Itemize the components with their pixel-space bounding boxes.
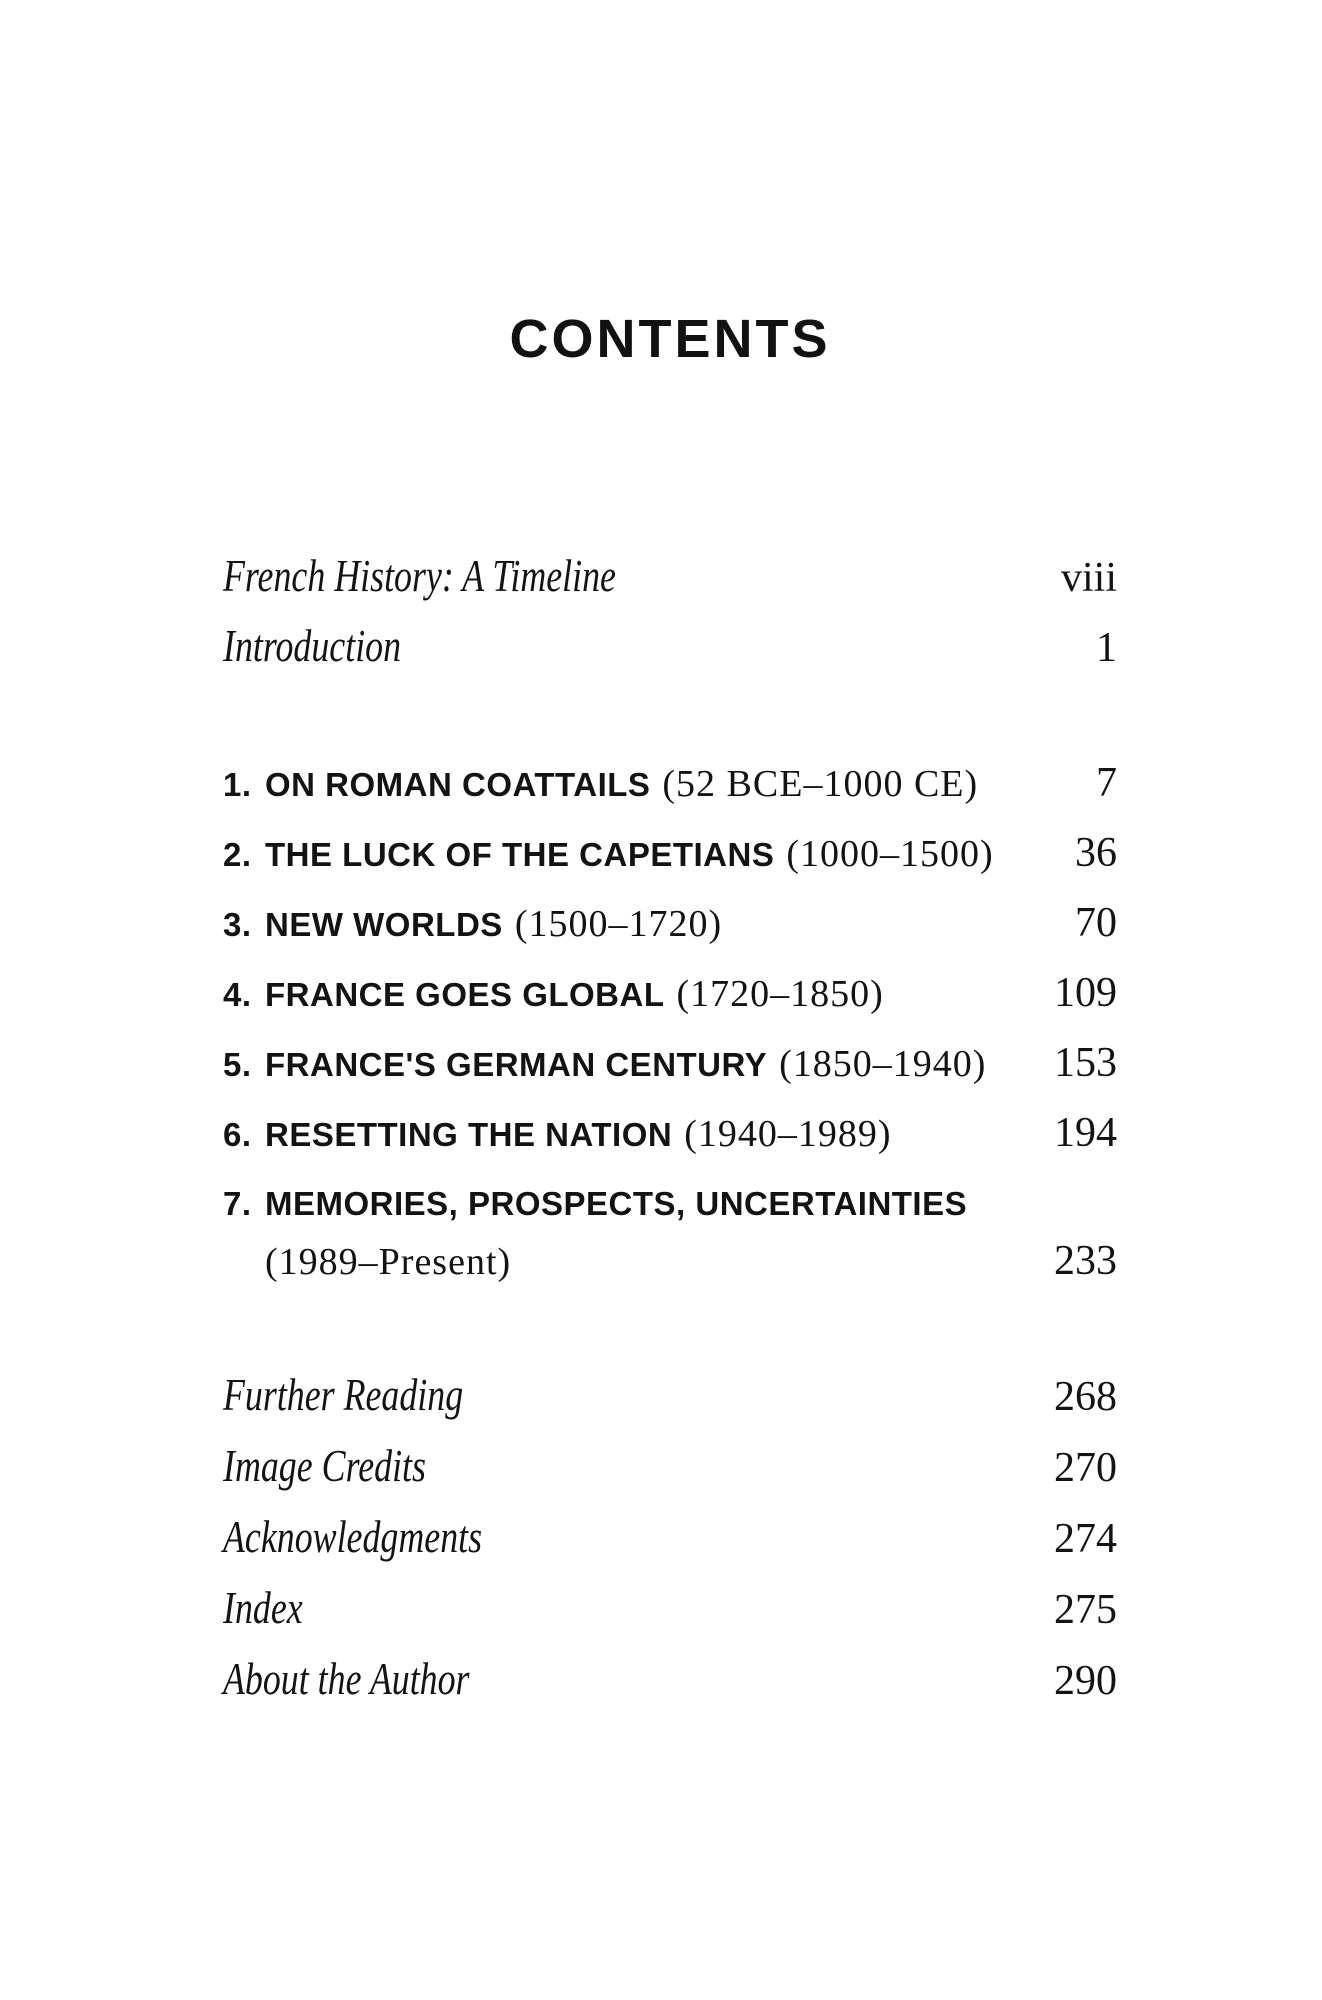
chapter-dates: (52 BCE–1000 CE): [662, 763, 979, 805]
page-number: 274: [1054, 1516, 1117, 1562]
chapter-title: NEW WORLDS: [265, 906, 503, 943]
chapter-dates: (1720–1850): [676, 973, 884, 1015]
page-number: viii: [1060, 555, 1117, 601]
toc-entry-chapter: [223, 1098, 1117, 1168]
toc-entry-back-matter: [223, 1359, 1117, 1430]
chapter-heading-continuation: [223, 1238, 1117, 1284]
chapter-number: 2.: [223, 836, 252, 873]
toc-entry-chapter: [223, 1028, 1117, 1098]
chapter-dates: (1000–1500): [786, 833, 994, 875]
chapter-number: 3.: [223, 906, 252, 943]
chapter-number: 4.: [223, 976, 252, 1013]
chapter-heading: [223, 959, 884, 1030]
chapter-title: FRANCE GOES GLOBAL: [265, 976, 665, 1013]
page-title: CONTENTS: [509, 309, 831, 369]
chapter-title: THE LUCK OF THE CAPETIANS: [265, 836, 775, 873]
chapter-dates: (1850–1940): [779, 1043, 987, 1085]
toc-entry-chapter: [223, 958, 1117, 1028]
back-matter-list: [223, 1359, 1117, 1714]
chapter-title: RESETTING THE NATION: [265, 1116, 673, 1153]
page-number: 275: [1054, 1587, 1117, 1633]
toc-entry-back-matter: [223, 1430, 1117, 1501]
page-number: 109: [1054, 970, 1117, 1016]
toc-entry-front-matter: [223, 541, 1117, 611]
chapter-list: [223, 748, 1117, 1284]
chapter-number: 1.: [223, 766, 252, 803]
entry-title: About the Author: [223, 1653, 470, 1704]
toc-entry-chapter: [223, 1168, 1117, 1284]
page-number: 194: [1054, 1110, 1117, 1156]
page-number: 268: [1054, 1374, 1117, 1420]
chapter-title: ON ROMAN COATTAILS: [265, 766, 651, 803]
chapter-number: 7.: [223, 1185, 252, 1222]
toc-entry-front-matter: [223, 611, 1117, 681]
page-number: 1: [1096, 625, 1117, 671]
chapter-heading: [223, 1099, 892, 1170]
page-number: 36: [1075, 830, 1117, 876]
chapter-heading: [223, 889, 722, 960]
chapter-number: 6.: [223, 1116, 252, 1153]
toc-entry-back-matter: [223, 1643, 1117, 1714]
chapter-heading: [223, 819, 994, 890]
toc-entry-chapter: [223, 748, 1117, 818]
entry-title: Acknowledgments: [223, 1511, 483, 1562]
entry-title: Introduction: [223, 620, 402, 671]
contents-column: [223, 0, 1117, 1714]
chapter-heading: [223, 749, 978, 820]
chapter-title: FRANCE'S GERMAN CENTURY: [265, 1046, 768, 1083]
toc-entry-back-matter: [223, 1501, 1117, 1572]
toc-entry-chapter: [223, 818, 1117, 888]
entry-title: Image Credits: [223, 1440, 426, 1491]
chapter-dates: (1989–Present): [265, 1241, 512, 1283]
toc-entry-chapter: [223, 888, 1117, 958]
page-number: 270: [1054, 1445, 1117, 1491]
chapter-dates: (1940–1989): [684, 1113, 892, 1155]
entry-title: Further Reading: [223, 1369, 464, 1420]
page-number: 290: [1054, 1658, 1117, 1704]
chapter-number: 5.: [223, 1046, 252, 1083]
toc-entry-back-matter: [223, 1572, 1117, 1643]
entry-title: French History: A Timeline: [223, 550, 616, 601]
page-number: 233: [1054, 1238, 1117, 1284]
chapter-dates: (1500–1720): [514, 903, 723, 945]
page-number: 153: [1054, 1040, 1117, 1086]
chapter-heading: [223, 1168, 1117, 1238]
front-matter-list: [223, 541, 1117, 681]
page-number: 7: [1096, 760, 1117, 806]
chapter-heading: [223, 1029, 986, 1100]
page-number: 70: [1075, 900, 1117, 946]
entry-title: Index: [223, 1582, 303, 1633]
chapter-title: MEMORIES, PROSPECTS, UNCERTAINTIES: [265, 1185, 968, 1222]
